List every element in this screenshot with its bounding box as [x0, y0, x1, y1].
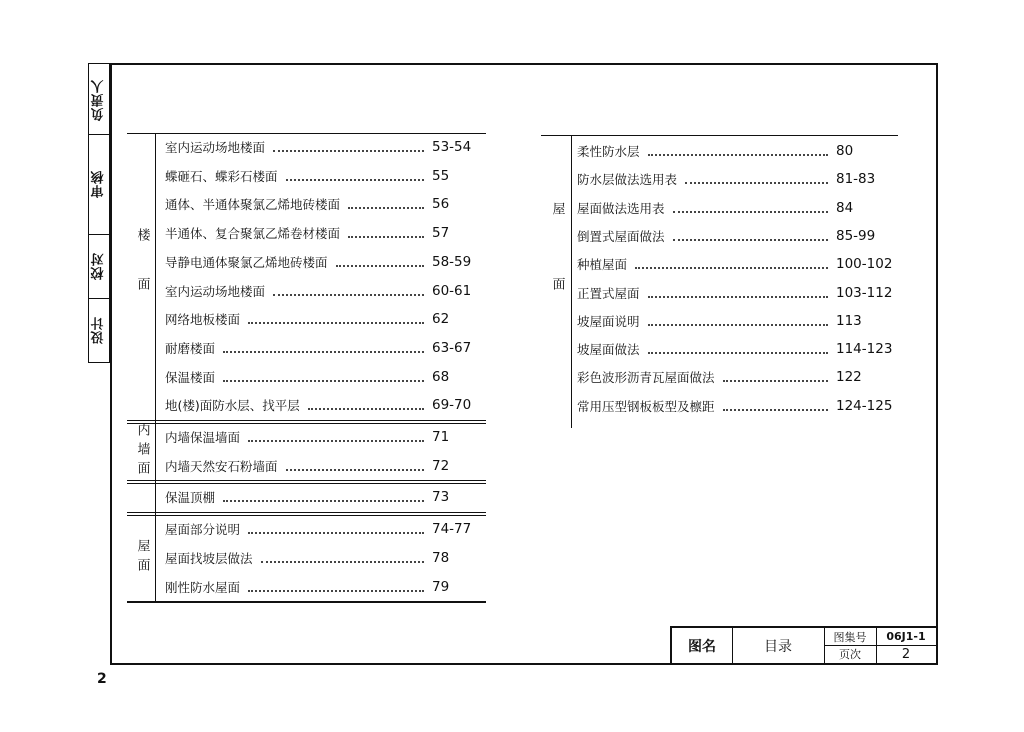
group-column-rule — [155, 133, 156, 601]
toc-row — [165, 137, 484, 157]
toc-title: 屋面做法选用表 — [577, 200, 665, 216]
leader-dots — [273, 142, 424, 152]
toc-page: 60-61 — [432, 282, 472, 299]
leader-dots — [648, 146, 828, 156]
page-number: 2 — [97, 671, 107, 687]
toc-row — [165, 166, 484, 186]
toc-row — [577, 396, 896, 416]
toc-title: 导静电通体聚氯乙烯地砖楼面 — [165, 254, 328, 270]
signoff-divider — [89, 234, 109, 235]
toc-page: 103-112 — [836, 284, 893, 301]
signoff-design: 设计 — [91, 316, 107, 344]
leader-dots — [286, 461, 424, 471]
toc-row — [165, 252, 484, 272]
toc-page: 55 — [432, 167, 450, 184]
toc-title: 耐磨楼面 — [165, 340, 216, 356]
toc-row — [165, 367, 484, 387]
leader-dots — [673, 203, 828, 213]
toc-title: 蝶砸石、蝶彩石楼面 — [165, 168, 278, 184]
toc-page: 81-83 — [836, 171, 876, 188]
title-block-atlas-label: 图集号 — [824, 628, 877, 646]
toc-title: 室内运动场地楼面 — [165, 283, 266, 299]
section-double-rule — [127, 423, 486, 424]
toc-title: 屋面找坡层做法 — [165, 550, 253, 566]
leader-dots — [273, 286, 424, 296]
toc-title: 保温顶棚 — [165, 490, 216, 506]
toc-page: 68 — [432, 368, 450, 385]
toc-title: 彩色波形沥青瓦屋面做法 — [577, 370, 715, 386]
title-block-atlas-value: 06J1-1 — [876, 628, 936, 646]
toc-row — [577, 226, 896, 246]
signoff-responsible: 负责人 — [91, 79, 107, 121]
toc-page: 113 — [836, 312, 862, 329]
toc-page: 124-125 — [836, 397, 893, 414]
leader-dots — [223, 343, 424, 353]
toc-title: 防水层做法选用表 — [577, 172, 678, 188]
leader-dots — [673, 231, 828, 241]
toc-page: 74-77 — [432, 521, 472, 538]
toc-page: 80 — [836, 143, 854, 159]
toc-page: 58-59 — [432, 253, 472, 270]
leader-dots — [648, 316, 828, 326]
toc-row — [577, 367, 896, 387]
toc-page: 78 — [432, 549, 450, 566]
leader-dots — [723, 401, 828, 411]
section-rule — [127, 480, 486, 481]
toc-page: 72 — [432, 457, 450, 474]
toc-row — [165, 395, 484, 415]
toc-title: 倒置式屋面做法 — [577, 228, 665, 244]
toc-row — [165, 456, 484, 476]
signoff-divider — [89, 134, 109, 135]
toc-page: 100-102 — [836, 256, 893, 273]
leader-dots — [286, 171, 424, 181]
toc-group-label: 屋面 — [134, 539, 150, 578]
title-block — [670, 626, 938, 665]
toc-title: 正置式屋面 — [577, 285, 640, 301]
toc-row — [577, 339, 896, 359]
toc-title: 种植屋面 — [577, 257, 628, 273]
toc-title: 网络地板楼面 — [165, 312, 241, 328]
leader-dots — [648, 288, 828, 298]
title-block-name-label: 图名 — [672, 628, 733, 663]
toc-row — [165, 577, 484, 597]
group-column-rule — [571, 135, 572, 428]
toc-page: 57 — [432, 225, 450, 242]
toc-row — [165, 548, 484, 568]
toc-title: 保温楼面 — [165, 369, 216, 385]
toc-title: 柔性防水层 — [577, 144, 640, 159]
toc-page: 73 — [432, 489, 450, 506]
toc-row — [165, 427, 484, 447]
toc-page: 114-123 — [836, 341, 893, 358]
title-block-page-label: 页次 — [824, 645, 877, 663]
toc-page: 56 — [432, 196, 450, 213]
toc-row — [165, 519, 484, 539]
section-double-rule — [127, 483, 486, 484]
toc-title: 常用压型钢板板型及檩距 — [577, 398, 715, 414]
section-rule — [127, 420, 486, 421]
toc-row — [577, 283, 896, 303]
section-double-rule — [127, 515, 486, 516]
signoff-review: 审核 — [91, 170, 107, 198]
signoff-strip — [88, 63, 110, 363]
toc-row — [165, 487, 484, 507]
toc-page: 79 — [432, 578, 450, 595]
toc-title: 地(楼)面防水层、找平层 — [165, 398, 300, 414]
leader-dots — [723, 372, 828, 382]
title-block-name-value: 目录 — [732, 628, 825, 663]
toc-page: 85-99 — [836, 227, 876, 244]
toc-row — [165, 281, 484, 301]
toc-title: 刚性防水屋面 — [165, 579, 241, 595]
leader-dots — [348, 228, 424, 238]
leader-dots — [261, 553, 424, 563]
toc-row — [165, 309, 484, 329]
section-rule — [127, 512, 486, 513]
signoff-divider — [89, 298, 109, 299]
leader-dots — [348, 199, 424, 209]
toc-title: 坡屋面做法 — [577, 342, 640, 358]
toc-title: 坡屋面说明 — [577, 313, 640, 329]
leader-dots — [248, 524, 424, 534]
toc-title: 室内运动场地楼面 — [165, 140, 266, 155]
toc-group-label: 内墙面 — [134, 423, 150, 481]
toc-group-label: 屋面 — [549, 201, 565, 352]
toc-title: 内墙保温墙面 — [165, 430, 241, 445]
toc-page: 84 — [836, 199, 854, 216]
signoff-proofread: 校对 — [91, 252, 107, 280]
toc-row — [577, 198, 896, 218]
toc-title: 内墙天然安石粉墙面 — [165, 458, 278, 474]
toc-title: 半通体、复合聚氯乙烯卷材楼面 — [165, 226, 341, 242]
toc-row — [165, 338, 484, 358]
table-top-rule — [127, 133, 486, 134]
toc-row — [577, 311, 896, 331]
leader-dots — [648, 344, 828, 354]
leader-dots — [248, 582, 424, 592]
toc-row — [577, 169, 896, 189]
toc-page: 63-67 — [432, 339, 472, 356]
toc-title: 屋面部分说明 — [165, 522, 241, 538]
title-block-page-value: 2 — [901, 646, 911, 662]
toc-page: 62 — [432, 311, 450, 328]
section-rule — [127, 601, 486, 603]
toc-row — [165, 194, 484, 214]
leader-dots — [635, 259, 828, 269]
toc-page: 69-70 — [432, 397, 472, 414]
table-top-rule — [541, 135, 898, 136]
toc-row — [165, 223, 484, 243]
toc-page: 53-54 — [432, 139, 472, 155]
leader-dots — [248, 314, 424, 324]
toc-group-label: 楼面 — [134, 227, 150, 326]
leader-dots — [336, 257, 424, 267]
leader-dots — [308, 400, 424, 410]
leader-dots — [248, 432, 424, 442]
leader-dots — [223, 492, 424, 502]
toc-row — [577, 141, 896, 161]
toc-title: 通体、半通体聚氯乙烯地砖楼面 — [165, 197, 341, 213]
toc-page: 122 — [836, 369, 862, 386]
leader-dots — [223, 372, 424, 382]
toc-row — [577, 254, 896, 274]
leader-dots — [685, 174, 828, 184]
toc-page: 71 — [432, 429, 450, 445]
